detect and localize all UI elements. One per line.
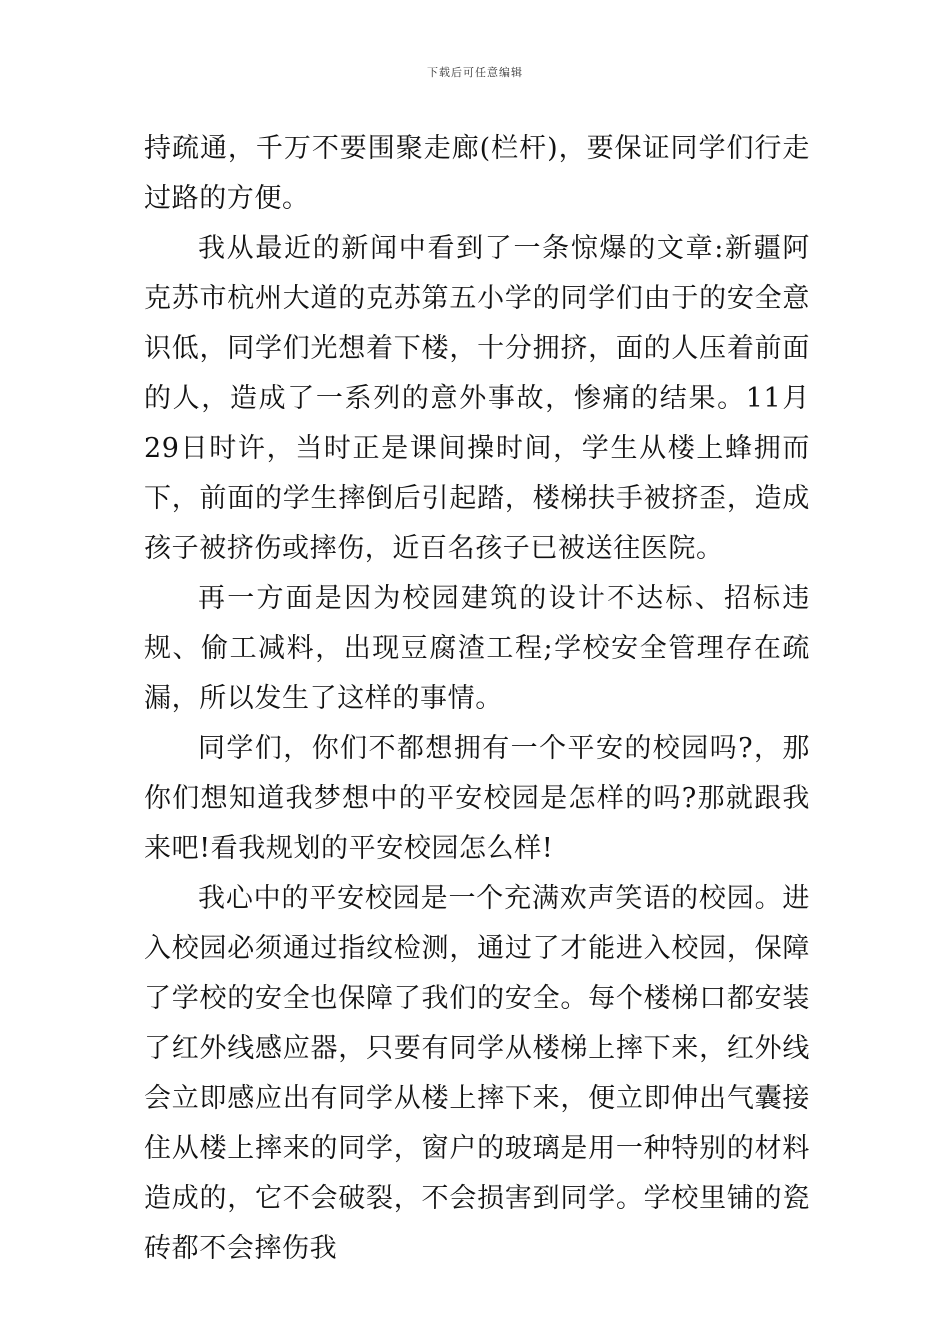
paragraph-1: 持疏通，千万不要围聚走廊(栏杆)，要保证同学们行走过路的方便。 (144, 133, 810, 214)
paragraph-4: 同学们，你们不都想拥有一个平安的校园吗?，那你们想知道我梦想中的平安校园是怎样的吗?那就跟我来吧!看我规划的平安校园怎么样! (144, 733, 810, 864)
paragraph-2: 我从最近的新闻中看到了一条惊爆的文章:新疆阿克苏市杭州大道的克苏第五小学的同学们由于的安全意识低，同学们光想着下楼，十分拥挤，面的人压着前面的人，造成了一系列的意外事故，惨痛的结果。11月29日时许，当时正是课间操时间，学生从楼上蜂拥而下，前面的学生摔倒后引起踏，楼梯扶手被挤歪，造成孩子被挤伤或摔伤，近百名孩子已被送往医院。 (144, 233, 810, 564)
body-text (144, 124, 810, 1274)
header-note: 下载后可任意编辑 (427, 66, 523, 79)
paragraph-5: 我心中的平安校园是一个充满欢声笑语的校园。进入校园必须通过指纹检测，通过了才能进入校园，保障了学校的安全也保障了我们的安全。每个楼梯口都安装了红外线感应器，只要有同学从楼梯上摔下来，红外线会立即感应出有同学从楼上摔下来，便立即伸出气囊接住从楼上摔来的同学，窗户的玻璃是用一种特别的材料造成的，它不会破裂，不会损害到同学。学校里铺的瓷砖都不会摔伤我 (144, 883, 810, 1264)
paragraph-3: 再一方面是因为校园建筑的设计不达标、招标违规、偷工减料，出现豆腐渣工程;学校安全管理存在疏漏，所以发生了这样的事情。 (144, 583, 810, 714)
